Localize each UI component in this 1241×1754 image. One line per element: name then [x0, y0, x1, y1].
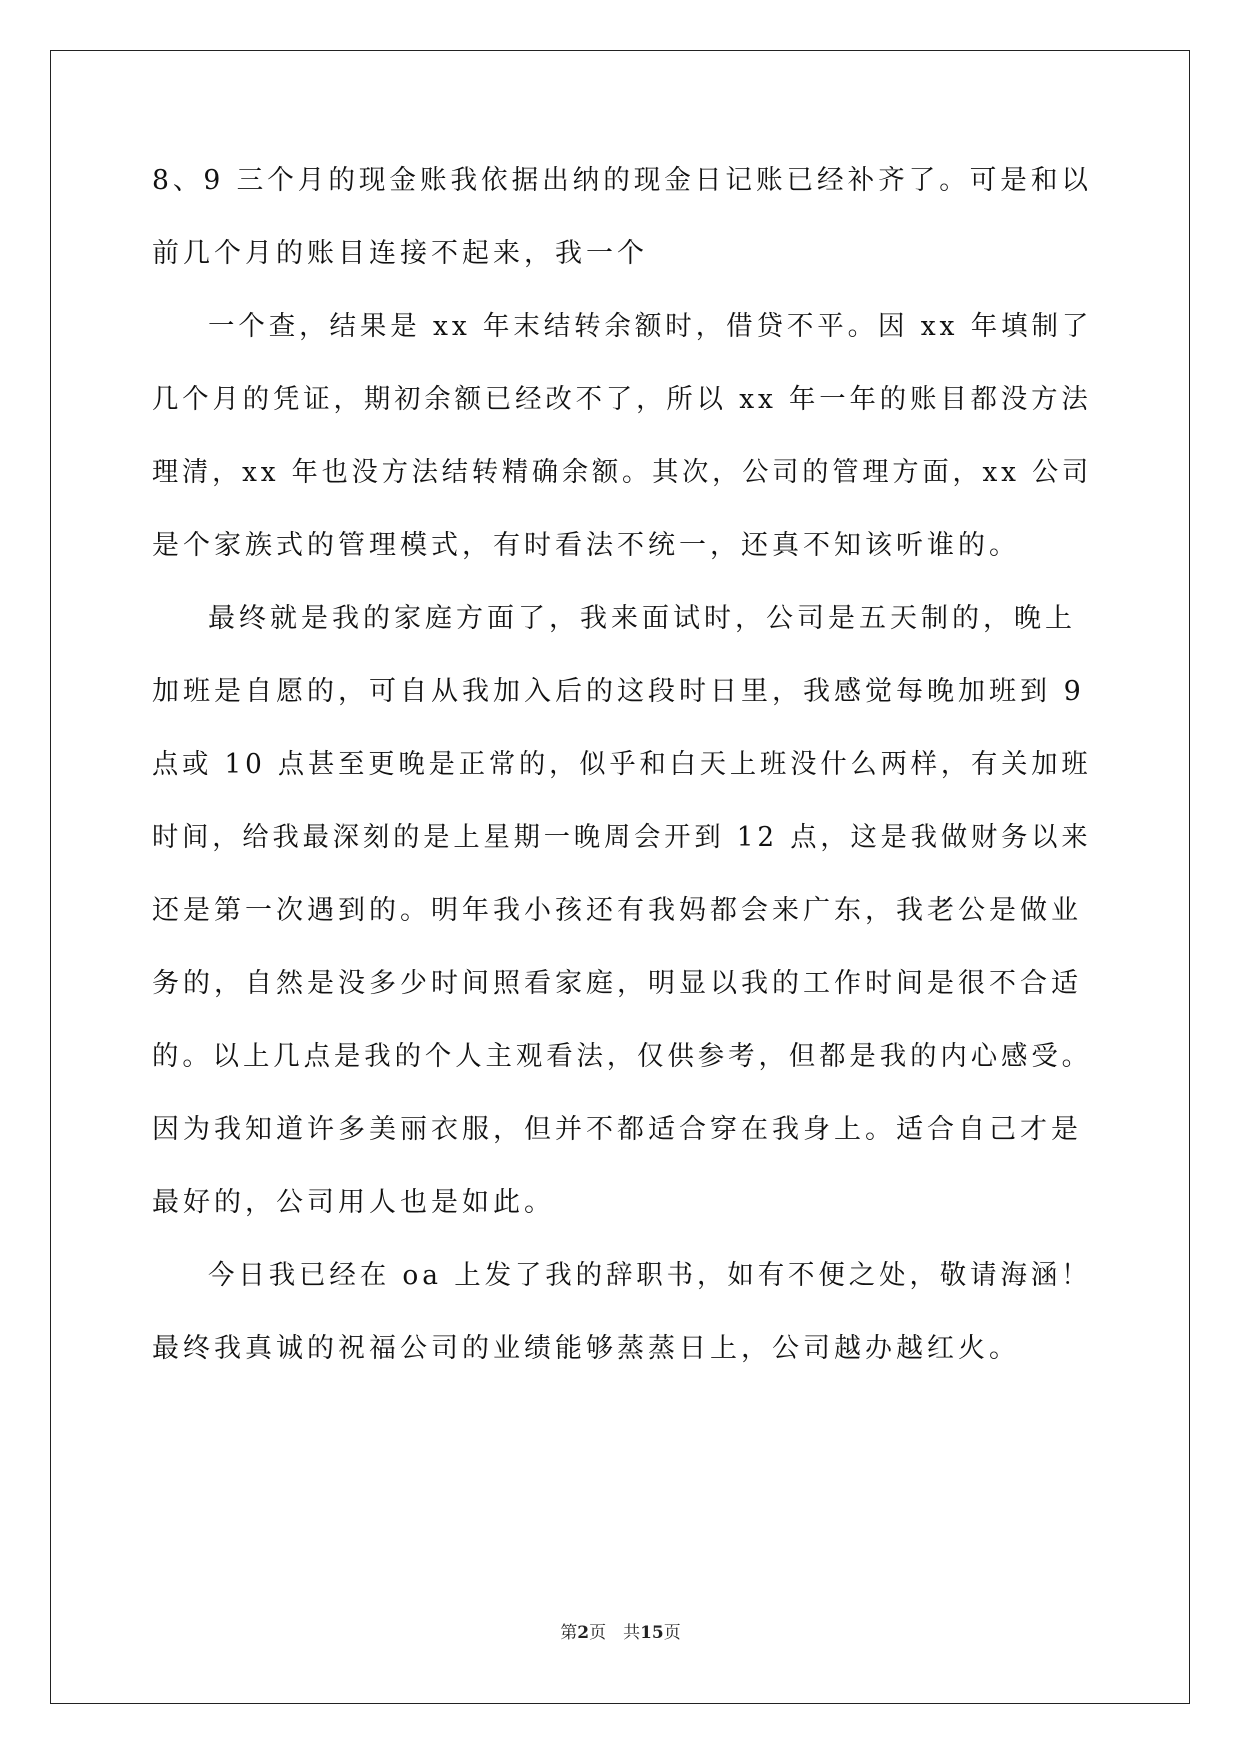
text-line: 最好的，公司用人也是如此。: [152, 1187, 555, 1218]
text-line: 的。以上几点是我的个人主观看法，仅供参考，但都是我的内心感受。: [152, 1041, 1092, 1072]
text-line: 前几个月的账目连接不起来，我一个: [152, 238, 648, 269]
footer-suffix: 页: [663, 1623, 681, 1643]
paragraph-start-line: 今日我已经在 oa 上发了我的辞职书，如有不便之处，敬请海涵！: [208, 1260, 1092, 1291]
text-line: 点或 10 点甚至更晚是正常的，似乎和白天上班没什么两样，有关加班: [152, 749, 1092, 780]
page-footer: [0, 1618, 1241, 1643]
page-border: [50, 50, 1190, 1704]
footer-prefix: 第: [560, 1623, 578, 1643]
text-line: 因为我知道许多美丽衣服，但并不都适合穿在我身上。适合自己才是: [152, 1114, 1082, 1145]
text-line: 还是第一次遇到的。明年我小孩还有我妈都会来广东，我老公是做业: [152, 895, 1082, 926]
footer-middle: 页 共: [589, 1623, 641, 1643]
text-line: 是个家族式的管理模式，有时看法不统一，还真不知该听谁的。: [152, 530, 1020, 561]
text-line: 最终我真诚的祝福公司的业绩能够蒸蒸日上，公司越办越红火。: [152, 1333, 1020, 1364]
current-page-number: 2: [577, 1623, 590, 1643]
text-line: 加班是自愿的，可自从我加入后的这段时日里，我感觉每晚加班到 9: [152, 676, 1085, 707]
paragraph-start-line: 最终就是我的家庭方面了，我来面试时，公司是五天制的，晚上: [208, 603, 1076, 634]
text-line: 时间，给我最深刻的是上星期一晚周会开到 12 点，这是我做财务以来: [152, 822, 1092, 853]
text-line: 几个月的凭证，期初余额已经改不了，所以 xx 年一年的账目都没方法: [152, 384, 1092, 415]
text-line: 务的，自然是没多少时间照看家庭，明显以我的工作时间是很不合适: [152, 968, 1082, 999]
paragraph-start-line: 一个查，结果是 xx 年末结转余额时，借贷不平。因 xx 年填制了: [208, 311, 1093, 342]
text-line: 理清，xx 年也没方法结转精确余额。其次，公司的管理方面，xx 公司: [152, 457, 1093, 488]
text-line: 8、9 三个月的现金账我依据出纳的现金日记账已经补齐了。可是和以: [152, 165, 1092, 196]
total-pages-number: 15: [640, 1623, 664, 1643]
